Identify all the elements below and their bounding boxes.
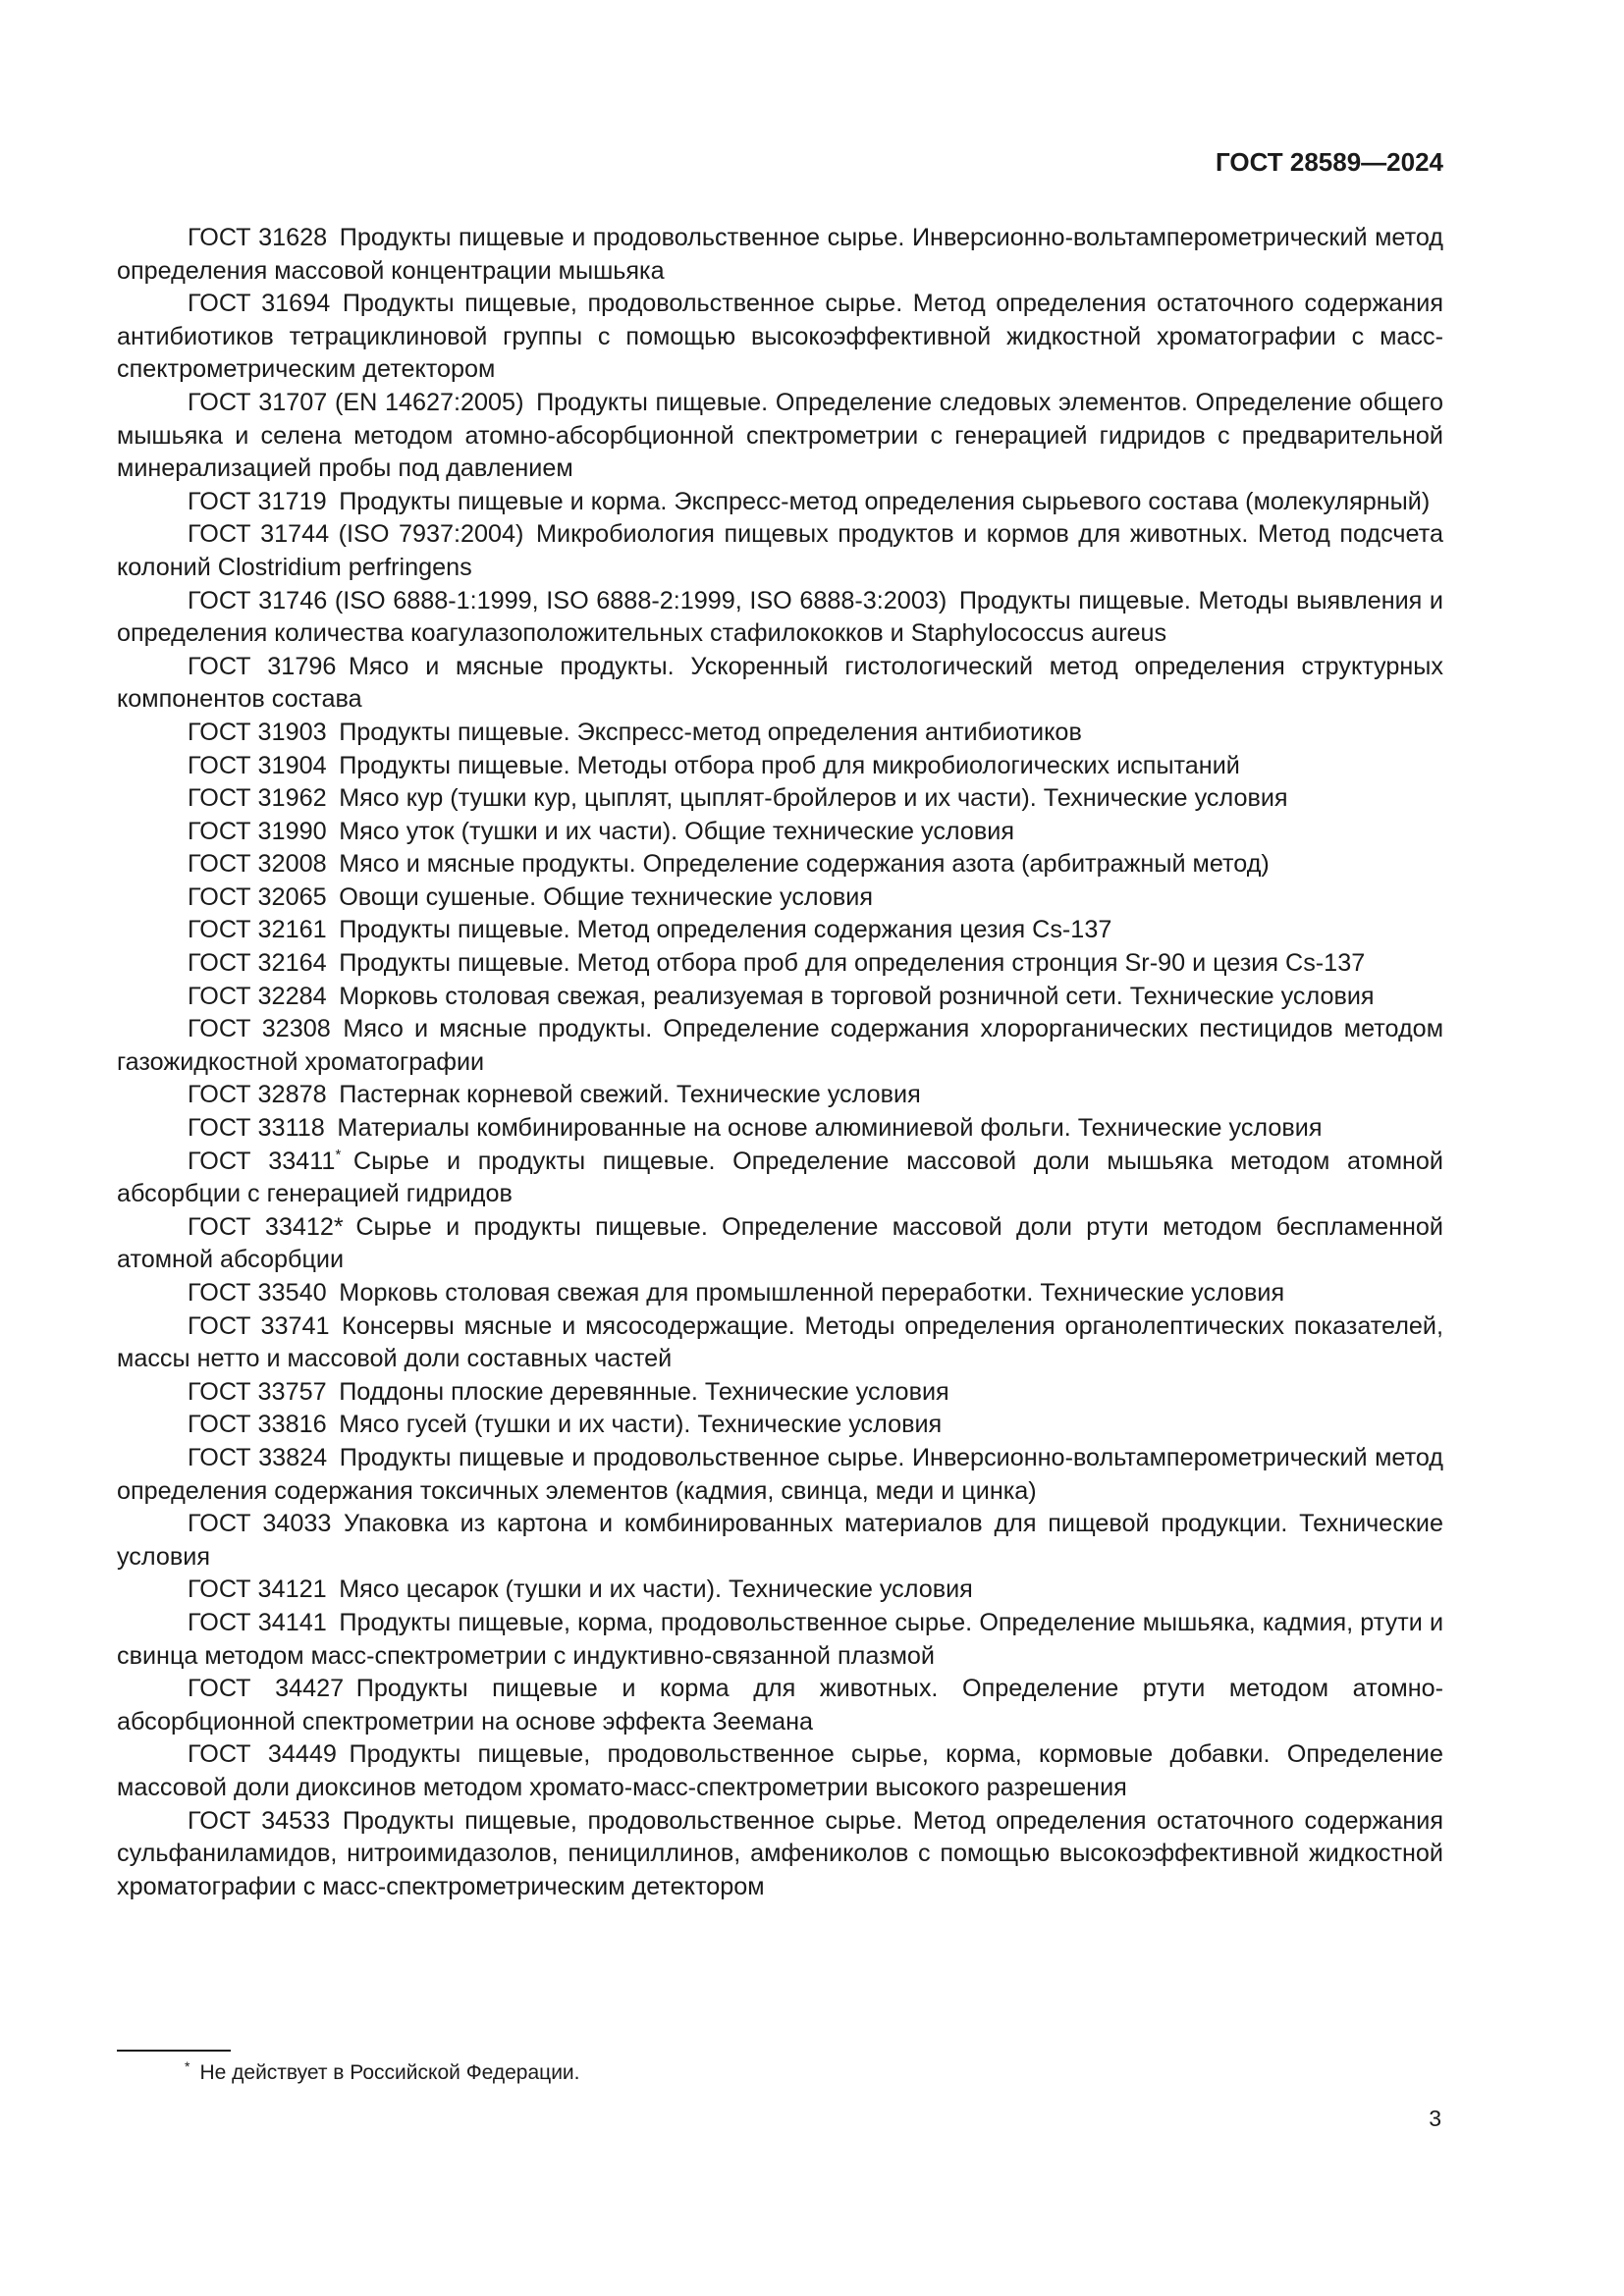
reference-title: Продукты пищевые, корма, продовольственное сырье. Определение мышьяка, кадмия, ртути и свинца методом масс-спектрометрии с индуктивно-связанной плазмой (117, 1608, 1444, 1670)
reference-code: ГОСТ 31962 (188, 784, 327, 813)
reference-code: ГОСТ 32065 (188, 882, 327, 911)
reference-code: ГОСТ 31744 (ISO 7937:2004) (188, 520, 524, 549)
reference-code: ГОСТ 33118 (188, 1114, 325, 1143)
reference-item (117, 947, 1443, 981)
reference-title: Морковь столовая свежая, реализуемая в торговой розничной сети. Технические условия (339, 982, 1375, 1010)
reference-item (117, 585, 1443, 651)
reference-title: Мясо цесарок (тушки и их части). Технические условия (339, 1575, 973, 1604)
reference-item (117, 288, 1443, 387)
reference-title: Сырье и продукты пищевые. Определение массовой доли мышьяка методом атомной абсорбции с генерацией гидридов (117, 1147, 1443, 1208)
reference-item (117, 1738, 1443, 1804)
reference-code: ГОСТ 31904 (188, 751, 327, 779)
reference-item (117, 1079, 1443, 1112)
reference-item (117, 1673, 1443, 1738)
normative-references-list (117, 222, 1443, 1903)
reference-code: ГОСТ 33816 (188, 1411, 327, 1439)
reference-code: ГОСТ 31903 (188, 718, 327, 746)
reference-item (117, 1508, 1443, 1574)
reference-title: Продукты пищевые, продовольственное сырье. Метод определения остаточного содержания антибиотиков тетрациклиновой группы с помощью высокоэффективной жидкостной хроматографии с масс-спектрометрическим детектором (117, 290, 1444, 384)
reference-item (117, 816, 1443, 849)
reference-title: Продукты пищевые. Метод отбора проб для определения стронция Sr-90 и цезия Cs-137 (339, 949, 1366, 978)
reference-code: ГОСТ 31796 (188, 652, 337, 680)
reference-code: ГОСТ 34533 (188, 1806, 331, 1835)
reference-item (117, 1310, 1443, 1376)
reference-code: ГОСТ 32284 (188, 982, 327, 1010)
reference-item (117, 1146, 1443, 1211)
reference-item (117, 1013, 1443, 1079)
reference-item (117, 1805, 1443, 1904)
reference-title: Мясо и мясные продукты. Ускоренный гистологический метод определения структурных компонентов состава (117, 652, 1443, 714)
reference-item (117, 881, 1443, 915)
reference-item (117, 1607, 1443, 1673)
reference-code: ГОСТ 33741 (188, 1311, 330, 1340)
reference-title: Морковь столовая свежая для промышленной переработки. Технические условия (339, 1279, 1285, 1307)
reference-item (117, 981, 1443, 1014)
reference-code: ГОСТ 31707 (EN 14627:2005) (188, 388, 524, 416)
reference-code: ГОСТ 34449 (188, 1740, 337, 1769)
reference-title: Мясо кур (тушки кур, цыплят, цыплят-бройлеров и их части). Технические условия (339, 784, 1288, 813)
reference-code: ГОСТ 33412* (188, 1212, 344, 1241)
reference-title: Микробиология пищевых продуктов и кормов для животных. Метод подсчета колоний Clostridium perfringens (117, 520, 1443, 581)
reference-title: Мясо и мясные продукты. Определение содержания азота (арбитражный метод) (339, 850, 1270, 879)
reference-title: Консервы мясные и мясосодержащие. Методы определения органолептических показателей, массы нетто и массовой доли составных частей (117, 1311, 1444, 1373)
reference-title: Продукты пищевые. Определение следовых элементов. Определение общего мышьяка и селена методом атомно-абсорбционной спектрометрии с генерацией гидридов с предварительной минерализацией пробы под давлением (117, 388, 1443, 483)
reference-title: Продукты пищевые и корма для животных. Определение ртути методом атомно-абсорбционной спектрометрии на основе эффекта Зеемана (117, 1675, 1443, 1735)
reference-title: Пастернак корневой свежий. Технические условия (339, 1081, 921, 1109)
reference-code: ГОСТ 34121 (188, 1575, 327, 1604)
reference-code: ГОСТ 31990 (188, 817, 327, 845)
reference-item (117, 1112, 1443, 1146)
reference-item (117, 848, 1443, 881)
reference-title: Продукты пищевые и продовольственное сырье. Инверсионно-вольтамперометрический метод определения содержания токсичных элементов (кадмия, свинца, меди и цинка) (117, 1443, 1444, 1505)
reference-item (117, 782, 1443, 816)
page-number: 3 (1429, 2106, 1441, 2131)
reference-item (117, 1409, 1443, 1442)
reference-code: ГОСТ 31694 (188, 290, 331, 318)
reference-code: ГОСТ 32308 (188, 1015, 331, 1043)
reference-code: ГОСТ 31746 (ISO 6888-1:1999, ISO 6888-2:1999, ISO 6888-3:2003) (188, 586, 947, 614)
reference-item (117, 387, 1443, 486)
reference-title: Продукты пищевые, продовольственное сырье. Метод определения остаточного содержания сульфаниламидов, нитроимидазолов, пенициллинов, амфениколов с помощью высокоэффективной жидкостной хроматографии с масс-спектрометрическим детектором (117, 1806, 1444, 1900)
reference-title: Продукты пищевые. Методы отбора проб для микробиологических испытаний (339, 751, 1240, 779)
reference-title: Мясо гусей (тушки и их части). Технические условия (339, 1411, 943, 1439)
reference-code: ГОСТ 33540 (188, 1279, 327, 1307)
reference-title: Продукты пищевые. Экспресс-метод определения антибиотиков (339, 718, 1082, 746)
reference-item (117, 1442, 1443, 1508)
reference-code: ГОСТ 33757 (188, 1377, 327, 1406)
reference-code: ГОСТ 32164 (188, 949, 327, 978)
footnote-text: Не действует в Российской Федерации. (199, 2061, 580, 2084)
reference-item (117, 518, 1443, 584)
reference-title: Продукты пищевые и корма. Экспресс-метод определения сырьевого состава (молекулярный) (339, 487, 1431, 515)
reference-title: Поддоны плоские деревянные. Технические условия (339, 1377, 949, 1406)
reference-title: Продукты пищевые. Метод определения содержания цезия Cs-137 (339, 916, 1112, 944)
reference-code: ГОСТ 33411 (188, 1147, 336, 1175)
document-code-header: ГОСТ 28589—2024 (1216, 147, 1443, 177)
reference-code: ГОСТ 32008 (188, 850, 327, 879)
reference-item (117, 486, 1443, 519)
reference-title: Мясо уток (тушки и их части). Общие технические условия (339, 817, 1014, 845)
reference-item (117, 717, 1443, 750)
reference-code: ГОСТ 31628 (188, 224, 328, 251)
reference-code: ГОСТ 34033 (188, 1510, 332, 1538)
reference-code: ГОСТ 32878 (188, 1081, 327, 1109)
reference-item (117, 1574, 1443, 1607)
footnote-mark: * (185, 2058, 190, 2074)
footnote (185, 2060, 580, 2086)
footnote-reference-mark: * (335, 1146, 342, 1163)
reference-title: Продукты пищевые. Методы выявления и определения количества коагулазоположительных стафилококков и Staphylococcus aureus (117, 586, 1443, 648)
reference-item (117, 1376, 1443, 1410)
reference-code: ГОСТ 34427 (188, 1675, 345, 1703)
reference-item (117, 1211, 1443, 1277)
reference-code: ГОСТ 32161 (188, 916, 327, 944)
reference-code: ГОСТ 31719 (188, 487, 327, 515)
reference-title: Продукты пищевые и продовольственное сырье. Инверсионно-вольтамперометрический метод определения массовой концентрации мышьяка (117, 224, 1444, 285)
reference-item (117, 914, 1443, 947)
reference-title: Мясо и мясные продукты. Определение содержания хлорорганических пестицидов методом газожидкостной хроматографии (117, 1015, 1444, 1076)
reference-item (117, 222, 1443, 288)
reference-title: Сырье и продукты пищевые. Определение массовой доли ртути методом беспламенной атомной абсорбции (117, 1212, 1443, 1274)
reference-title: Упаковка из картона и комбинированных материалов для пищевой продукции. Технические условия (117, 1510, 1444, 1571)
reference-item (117, 1277, 1443, 1310)
reference-item (117, 750, 1443, 783)
reference-title: Материалы комбинированные на основе алюминиевой фольги. Технические условия (337, 1114, 1323, 1143)
reference-title: Овощи сушеные. Общие технические условия (339, 882, 873, 911)
footnote-separator (117, 2050, 231, 2052)
reference-title: Продукты пищевые, продовольственное сырье, корма, кормовые добавки. Определение массовой доли диоксинов методом хромато-масс-спектрометрии высокого разрешения (117, 1740, 1443, 1801)
reference-code: ГОСТ 33824 (188, 1443, 328, 1471)
reference-item (117, 651, 1443, 717)
reference-code: ГОСТ 34141 (188, 1608, 327, 1636)
